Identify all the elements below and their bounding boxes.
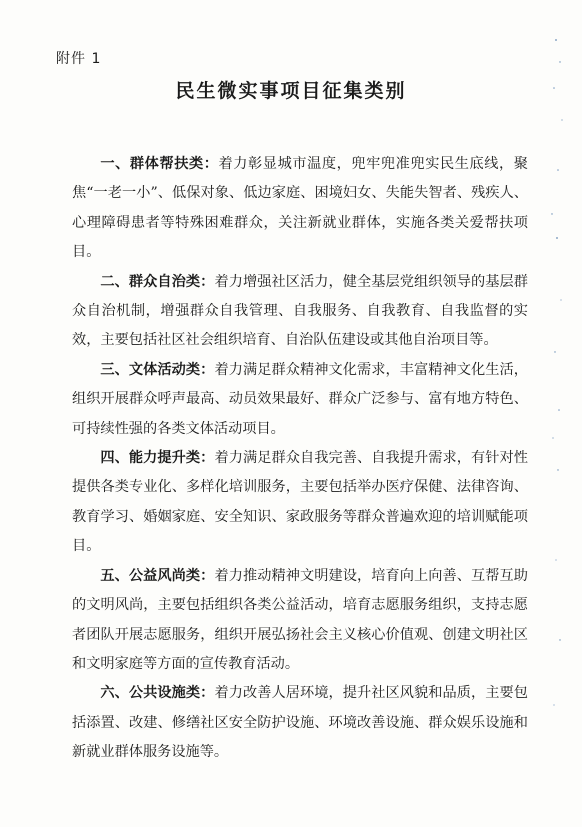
section-group-assistance [72,150,528,268]
section-cultural-sports [72,356,528,444]
document-body [72,150,528,768]
section-heading: 六、公共设施类： [100,685,215,702]
section-self-governance [72,268,528,356]
section-heading: 五、公益风尚类： [100,567,215,584]
section-text: 着力彰显城市温度，兜牢兜准兜实民生底线，聚焦“一老一小”、低保对象、低边家庭、困境妇女、失能失智者、残疾人、心理障碍患者等特殊困难群众，关注新就业群体，实施各类关爱帮扶项目。 [72,156,528,261]
attachment-label: 附件 1 [56,51,102,67]
section-text: 着力满足群众自我完善、自我提升需求，有针对性提供各类专业化、多样化培训服务，主要包括举办医疗保健、法律咨询、教育学习、婚姻家庭、安全知识、家政服务等群众普遍欢迎的培训赋能项目。 [72,450,528,555]
section-public-welfare [72,562,528,680]
section-heading: 二、群众自治类： [100,273,215,290]
section-text: 着力改善人居环境，提升社区风貌和品质，主要包括添置、改建、修缮社区安全防护设施、环境改善设施、群众娱乐设施和新就业群体服务设施等。 [72,685,528,761]
section-capacity-building [72,444,528,562]
section-heading: 四、能力提升类： [100,450,215,467]
section-public-facilities [72,679,528,767]
section-text: 着力满足群众精神文化需求，丰富精神文化生活，组织开展群众呼声最高、动员效果最好、群众广泛参与、富有地方特色、可持续性强的各类文体活动项目。 [72,361,528,437]
section-heading: 一、群体帮扶类： [100,156,219,172]
section-heading: 三、文体活动类： [100,361,215,378]
section-text: 着力增强社区活力，健全基层党组织领导的基层群众自治机制，增强群众自我管理、自我服务、自我教育、自我监督的实效，主要包括社区社会组织培育、自治队伍建设或其他自治项目等。 [72,273,528,349]
page-title: 民生微实事项目征集类别 [175,80,407,102]
section-text: 着力推动精神文明建设，培育向上向善、互帮互助的文明风尚，主要包括组织各类公益活动，培育志愿服务组织，支持志愿者团队开展志愿服务，组织开展弘扬社会主义核心价值观、创建文明社区和文明家庭等方面的宣传教育活动。 [72,567,528,672]
scan-noise-decoration [542,0,582,827]
